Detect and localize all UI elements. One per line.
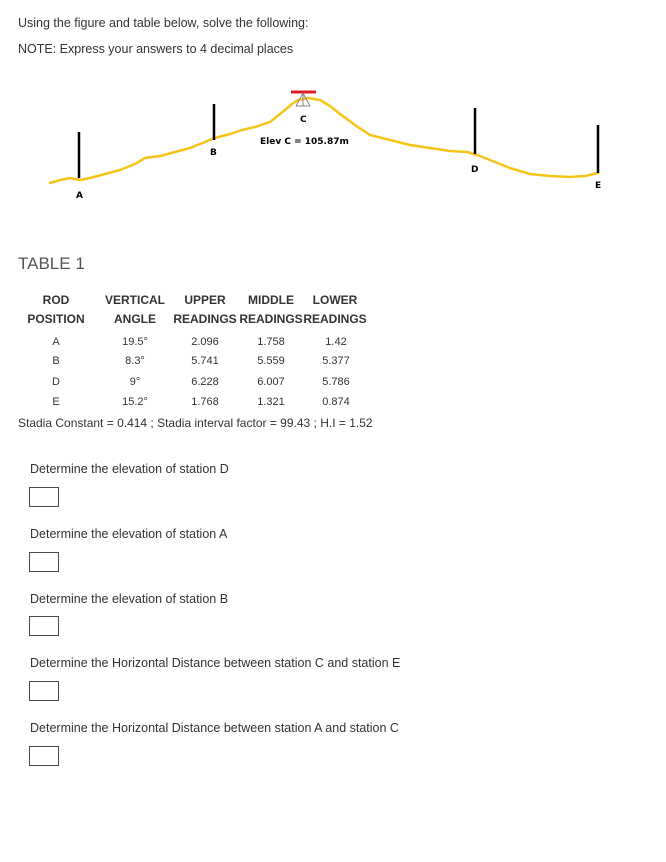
label-c: C	[300, 115, 307, 125]
row-a-rod: A	[52, 336, 60, 348]
label-a: A	[76, 191, 83, 201]
header-vertical-2: ANGLE	[114, 312, 156, 326]
header-rod-2: POSITION	[27, 312, 85, 326]
label-b: B	[210, 148, 217, 158]
row-d-rod: D	[52, 376, 60, 388]
header-lower-2: READINGS	[303, 312, 367, 326]
question-distance-c-e: Determine the Horizontal Distance between station C and station E	[30, 656, 401, 670]
row-d-angle: 9°	[129, 376, 141, 388]
row-b-angle: 8.3°	[125, 355, 145, 367]
header-upper-1: UPPER	[184, 293, 226, 307]
label-e: E	[595, 181, 602, 191]
question-distance-a-c: Determine the Horizontal Distance between station A and station C	[30, 721, 399, 735]
header-vertical-1: VERTICAL	[105, 293, 165, 307]
answer-distance-a-c[interactable]	[29, 746, 59, 766]
row-e-lower: 0.874	[322, 396, 350, 408]
row-a-angle: 19.5°	[122, 336, 148, 348]
note-text: NOTE: Express your answers to 4 decimal places	[18, 42, 294, 56]
stadia-constants: Stadia Constant = 0.414 ; Stadia interval factor = 99.43 ; H.I = 1.52	[18, 416, 373, 430]
row-b-rod: B	[52, 355, 60, 367]
row-b-middle: 5.559	[257, 355, 285, 367]
row-d-middle: 6.007	[257, 376, 285, 388]
row-e-rod: E	[52, 396, 60, 408]
header-rod-1: ROD	[42, 293, 70, 307]
header-middle-2: READINGS	[239, 312, 303, 326]
label-d: D	[471, 165, 479, 175]
row-b-upper: 5.741	[191, 355, 219, 367]
answer-elevation-d[interactable]	[29, 487, 59, 507]
answer-elevation-a[interactable]	[29, 552, 59, 572]
row-a-middle: 1.758	[257, 336, 285, 348]
row-b-lower: 5.377	[322, 355, 350, 367]
header-middle-1: MIDDLE	[248, 293, 294, 307]
header-upper-2: READINGS	[173, 312, 237, 326]
row-e-upper: 1.768	[191, 396, 219, 408]
question-elevation-a: Determine the elevation of station A	[30, 527, 228, 541]
question-elevation-b: Determine the elevation of station B	[30, 592, 229, 606]
table-title: TABLE 1	[18, 254, 85, 273]
answer-distance-c-e[interactable]	[29, 681, 59, 701]
question-elevation-d: Determine the elevation of station D	[30, 462, 229, 476]
survey-profile-figure	[30, 80, 630, 210]
elevation-c-label: Elev C = 105.87m	[260, 137, 349, 147]
instruction-text: Using the figure and table below, solve the following:	[18, 16, 309, 30]
header-lower-1: LOWER	[312, 293, 358, 307]
row-d-upper: 6.228	[191, 376, 219, 388]
row-e-middle: 1.321	[257, 396, 285, 408]
row-a-lower: 1.42	[325, 336, 347, 348]
row-d-lower: 5.786	[322, 376, 350, 388]
answer-elevation-b[interactable]	[29, 616, 59, 636]
row-a-upper: 2.096	[191, 336, 219, 348]
row-e-angle: 15.2°	[122, 396, 148, 408]
